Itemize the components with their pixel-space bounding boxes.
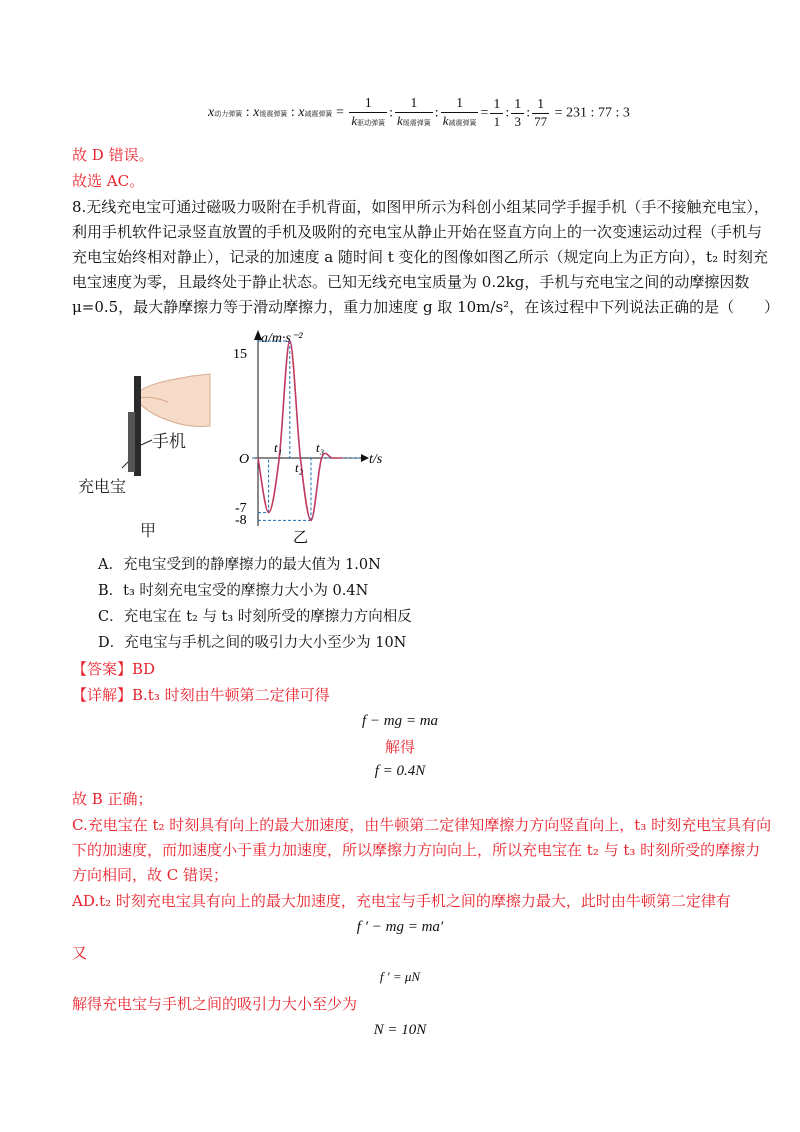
detail-label: 【详解】 [72, 686, 133, 704]
ad-line: AD.t₂ 时刻充电宝具有向上的最大加速度，充电宝与手机之间的摩擦力最大，此时由牛顿第二定律有 [72, 892, 731, 910]
solve-word: 解得 [384, 738, 415, 756]
answer: 【答案】BD [72, 660, 156, 678]
chart-label-t2: t₂ [295, 460, 304, 475]
phone-illustration [134, 376, 141, 476]
detail-b [72, 685, 330, 705]
figure-yi-chart [225, 326, 385, 548]
chart-ylabel: a/m·s⁻² [261, 331, 303, 346]
chart-xlabel: t/s [369, 452, 383, 467]
c-line-3: 方向相同，故 C 错误； [72, 866, 229, 884]
chart-origin: O [239, 452, 250, 467]
ratio-x1: x [208, 105, 215, 120]
equation-3: f ′ − mg = ma′ [356, 919, 444, 935]
hand-illustration [138, 374, 210, 427]
chart-series-line [258, 341, 343, 520]
option-b: B．t₃ 时刻充电宝受的摩擦力大小为 0.4N [98, 583, 369, 599]
question-line-4: 电宝速度为零，且最终处于静止状态。已知无线充电宝质量为 0.2kg，手机与充电宝之间的动摩擦因数 [72, 273, 750, 291]
ratio-num-1: $\frac{1}{1}$ [490, 97, 503, 130]
c-line-1: C.充电宝在 t₂ 时刻具有向上的最大加速度，由牛顿第二定律知摩擦力方向竖直向上，t₃ 时刻充电宝具有向 [72, 816, 772, 834]
equation-2: f = 0.4N [374, 763, 426, 779]
c-line-2: 下的加速度，而加速度小于重力加速度，所以摩擦力方向向上，所以充电宝在 t₂ 与 t₃ 时刻所受的摩擦力 [72, 841, 761, 859]
chart-caption: 乙 [293, 530, 309, 546]
equation-1: f − mg = ma [361, 713, 439, 729]
question-line-5: μ=0.5，最大静摩擦力等于滑动摩擦力，重力加速度 g 取 10m/s²，在该过程中下列说法正确的是（ ） [72, 298, 780, 316]
ratio-frac-1: $\frac{1}{\text{k驱动弹簧}}$ [351, 96, 386, 128]
ratio-x2-sub: 缓震弹簧 [259, 110, 288, 118]
ratio-frac-2: $\frac{1}{\text{k缓震弹簧}}$ [397, 96, 431, 128]
option-a: A．充电宝受到的静摩擦力的最大值为 1.0N [98, 557, 381, 573]
b-correct: 故 B 正确； [72, 790, 153, 808]
question-line-3: 充电宝始终相对静止），记录的加速度 a 随时间 t 变化的图像如图乙所示（规定向上为正方向），t₂ 时刻充 [72, 248, 768, 266]
charger-illustration [128, 412, 135, 472]
equation-5: N = 10N [373, 1022, 427, 1038]
ratio-result: = 231 : 77 : 3 [554, 105, 630, 121]
ratio-x1-sub: 动力弹簧 [214, 110, 243, 118]
caption-jia: 甲 [140, 523, 157, 540]
answer-prev: 故选 AC。 [72, 172, 145, 190]
chart-ytick-neg8: -8 [235, 513, 247, 528]
chart-label-t1: t₁ [274, 440, 283, 455]
chart-ytick-15: 15 [233, 347, 247, 362]
chart-ytick-neg7: -7 [235, 501, 247, 516]
ratio-formula: x动力弹簧 : x缓震弹簧 : x减震弹簧 = $\frac{1}{\text{k驱动弹簧}}$ : $\frac{1}{\text{k缓震弹簧}}$ : $\frac{1}{\text{k减震弹簧}}$ = $\frac{1}{1}$ : $\frac{1}{3}$ : $\frac{1}{77}$ = 231 : 77 : 3 [208, 96, 630, 129]
label-phone: 手机 [152, 432, 186, 451]
you-word: 又 [72, 944, 88, 962]
equation-4: f ′ = μN [379, 969, 421, 984]
conclusion-d: 故 D 错误。 [72, 146, 154, 164]
question-line-2: 利用手机软件记录竖直放置的手机及吸附的充电宝从静止开始在竖直方向上的一次变速运动过程（手机与 [72, 223, 763, 241]
solve-n: 解得充电宝与手机之间的吸引力大小至少为 [72, 995, 358, 1013]
question-line-1: 8.无线充电宝可通过磁吸力吸附在手机背面，如图甲所示为科创小组某同学手握手机（手不接触充电宝）， [72, 198, 769, 216]
ratio-num-3: $\frac{1}{77}$ [534, 97, 548, 129]
ratio-frac-3: $\frac{1}{\text{k减震弹簧}}$ [442, 96, 477, 128]
ratio-num-2: $\frac{1}{3}$ [511, 97, 524, 130]
option-d: D．充电宝与手机之间的吸引力大小至少为 10N [98, 635, 407, 651]
option-c: C．充电宝在 t₂ 与 t₃ 时刻所受的摩擦力方向相反 [98, 609, 412, 625]
figure-jia [72, 350, 222, 545]
label-charger: 充电宝 [78, 479, 127, 496]
chart-label-t3: t₃ [316, 440, 325, 455]
detail-b-text: B.t₃ 时刻由牛顿第二定律可得 [132, 686, 330, 704]
ratio-x2: x [253, 105, 260, 120]
ratio-x3: x [298, 105, 305, 120]
ratio-x3-sub: 减震弹簧 [304, 110, 333, 118]
chart-x-arrow [361, 454, 369, 462]
